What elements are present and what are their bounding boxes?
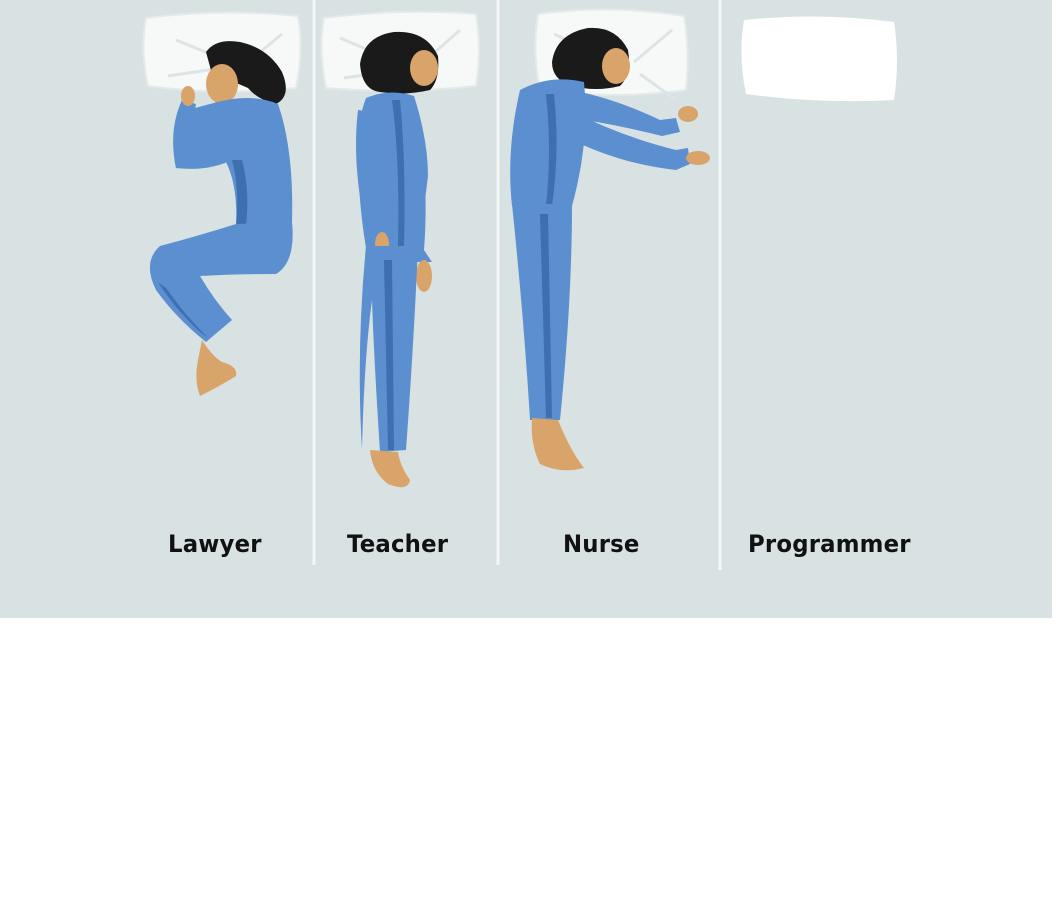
caption-lawyer: Lawyer [168, 530, 262, 558]
caption-programmer: Programmer [748, 530, 911, 558]
programmer-empty-bed [741, 16, 897, 101]
caption-teacher: Teacher [347, 530, 449, 558]
caption-nurse: Nurse [563, 530, 640, 558]
pillow [741, 16, 897, 101]
